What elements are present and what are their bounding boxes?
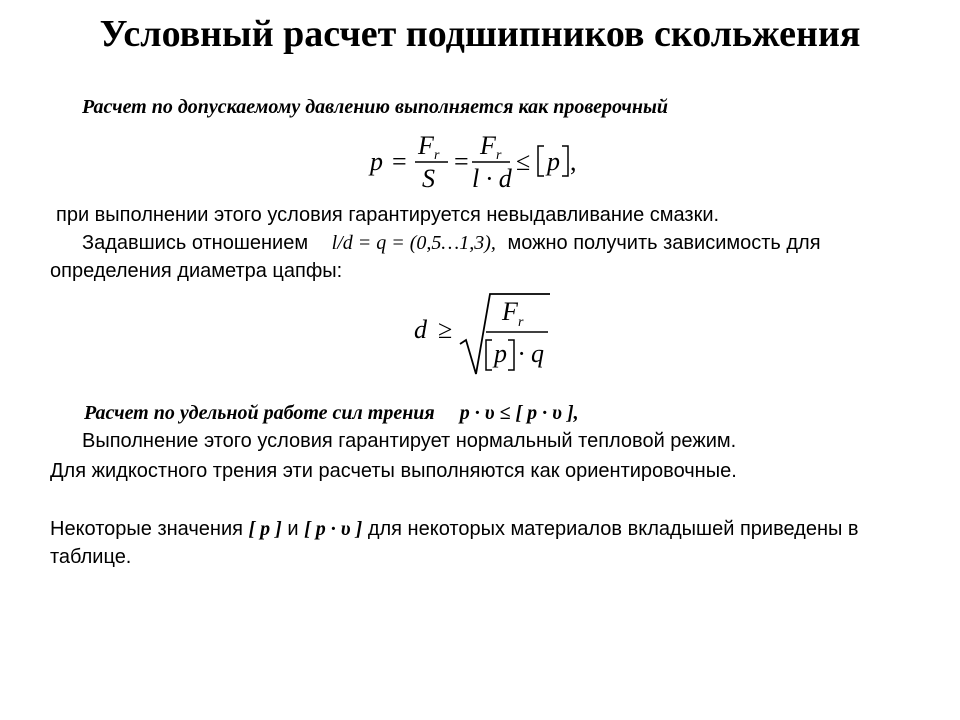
formula2-p: p bbox=[494, 339, 507, 368]
friction-formula: p · υ ≤ [ p · υ ], bbox=[459, 402, 579, 424]
value-pv-bracket: [ p · υ ] bbox=[304, 518, 363, 540]
formula-den-ld: l · d bbox=[472, 164, 512, 193]
formula2-d: d bbox=[414, 315, 427, 344]
line-extrusion: при выполнении этого условия гарантируется невыдавливание смазки. bbox=[56, 204, 720, 226]
line-ratio bbox=[82, 232, 821, 255]
friction-heading-line bbox=[84, 402, 579, 425]
formula-fr1-sub: r bbox=[434, 148, 440, 163]
formula2-fr: F bbox=[502, 297, 518, 326]
formula-fr2: F bbox=[480, 131, 496, 160]
line-liquid-friction: Для жидкостного трения эти расчеты выполняются как ориентировочные. bbox=[50, 460, 737, 482]
line-values-a: Некоторые значения bbox=[50, 518, 243, 540]
friction-heading: Расчет по удельной работе сил трения bbox=[84, 402, 435, 424]
formula2-q: · q bbox=[518, 339, 544, 368]
pressure-formula bbox=[360, 126, 600, 196]
formula-bracket-p: p bbox=[547, 147, 560, 176]
formula-eq2: = bbox=[454, 147, 469, 176]
line-values-b: для некоторых материалов вкладышей приведены в bbox=[367, 518, 859, 540]
line-ratio-a: Задавшись отношением bbox=[82, 232, 309, 254]
formula-eq1: = bbox=[392, 147, 407, 176]
formula-comma: , bbox=[570, 147, 577, 176]
line-thermal: Выполнение этого условия гарантирует нормальный тепловой режим. bbox=[82, 430, 737, 452]
formula-fr2-sub: r bbox=[496, 148, 502, 163]
line-ratio-formula: l/d = q = (0,5…1,3), bbox=[331, 232, 496, 254]
formula-den-s: S bbox=[422, 164, 435, 193]
line-table: таблице. bbox=[50, 546, 132, 568]
slide-title: Условный расчет подшипников скольжения bbox=[99, 13, 861, 55]
line-values-and: и bbox=[287, 518, 299, 540]
diameter-formula bbox=[408, 286, 568, 378]
formula2-fr-sub: r bbox=[518, 315, 524, 330]
formula-p: p bbox=[370, 147, 383, 176]
value-p-bracket: [ p ] bbox=[248, 518, 282, 540]
line-values bbox=[50, 518, 859, 541]
line-diameter: определения диаметра цапфы: bbox=[50, 260, 343, 282]
formula-le: ≤ bbox=[516, 147, 531, 176]
subtitle: Расчет по допускаемому давлению выполняется как проверочный bbox=[82, 96, 669, 118]
line-ratio-c: можно получить зависимость для bbox=[507, 232, 821, 254]
formula-fr1: F bbox=[418, 131, 434, 160]
formula2-ge: ≥ bbox=[438, 315, 453, 344]
